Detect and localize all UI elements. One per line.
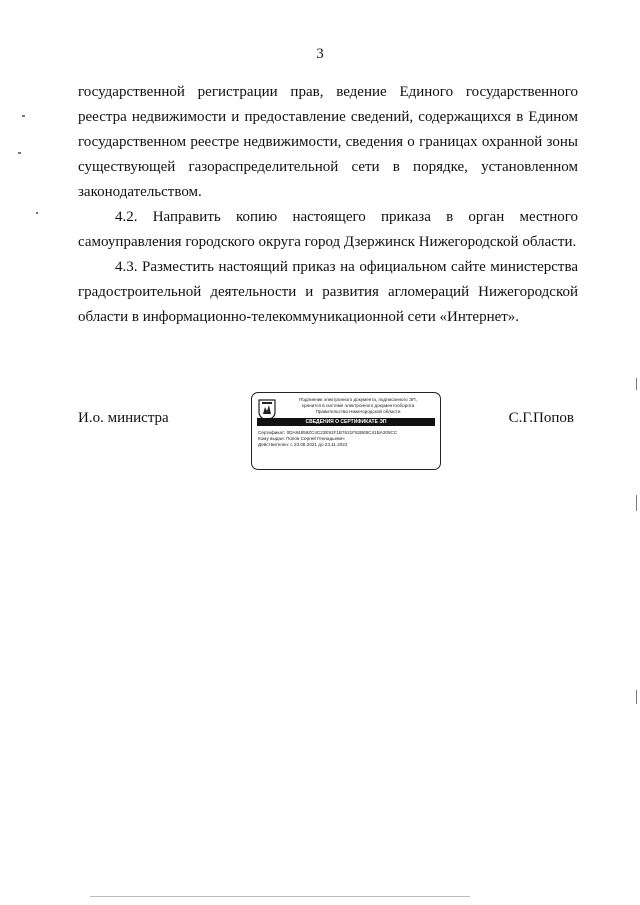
scan-artifact (18, 152, 21, 154)
scan-artifact (636, 495, 637, 511)
signer-title: И.о. министра (78, 410, 169, 426)
stamp-details (258, 430, 436, 448)
stamp-validity: Действителен: с 23.08.2021 до 23.11.2022 (258, 442, 348, 447)
paragraph-4-2: 4.2. Направить копию настоящего приказа в орган местного самоуправления городского округа город Дзержинск Нижегородской области. (78, 209, 578, 250)
scan-artifact (90, 896, 470, 897)
document-body (78, 80, 578, 330)
stamp-header-line: Подлинник электронного документа, подписанного ЭП, (299, 397, 417, 402)
stamp-certificate-number: Сертификат: 0DA84859ZC4C23E91F1B7621F52B65C41BA205CC (258, 430, 398, 435)
stamp-header (279, 397, 437, 415)
electronic-signature-stamp (251, 392, 441, 470)
scan-artifact (22, 115, 25, 117)
scan-artifact (36, 212, 38, 214)
stamp-header-line: Правительства Нижегородской области (315, 409, 401, 414)
stamp-issued-to: Кому выдан: Попов Сергей Геннадьевич (258, 436, 345, 441)
paragraph-continuation: государственной регистрации прав, ведение Единого государственного реестра недвижимости и предоставление сведений, содержащихся в Едином государственном реестре недвижимости, сведения о границах охранной зоны существующей газораспределительной сети в порядке, установленном законодательством. (78, 84, 578, 200)
scan-artifact (636, 378, 637, 390)
signer-name: С.Г.Попов (508, 410, 574, 426)
scan-artifact (636, 690, 637, 704)
paragraph-4-3: 4.3. Разместить настоящий приказ на официальном сайте министерства градостроительной деятельности и развития агломераций Нижегородской области в информационно-телекоммуникационной сети «Интернет». (78, 259, 578, 325)
page-number: 3 (316, 46, 324, 62)
stamp-header-line: хранится в системе электронного документооборота (301, 403, 415, 408)
stamp-certificate-bar: СВЕДЕНИЯ О СЕРТИФИКАТЕ ЭП (257, 418, 435, 426)
